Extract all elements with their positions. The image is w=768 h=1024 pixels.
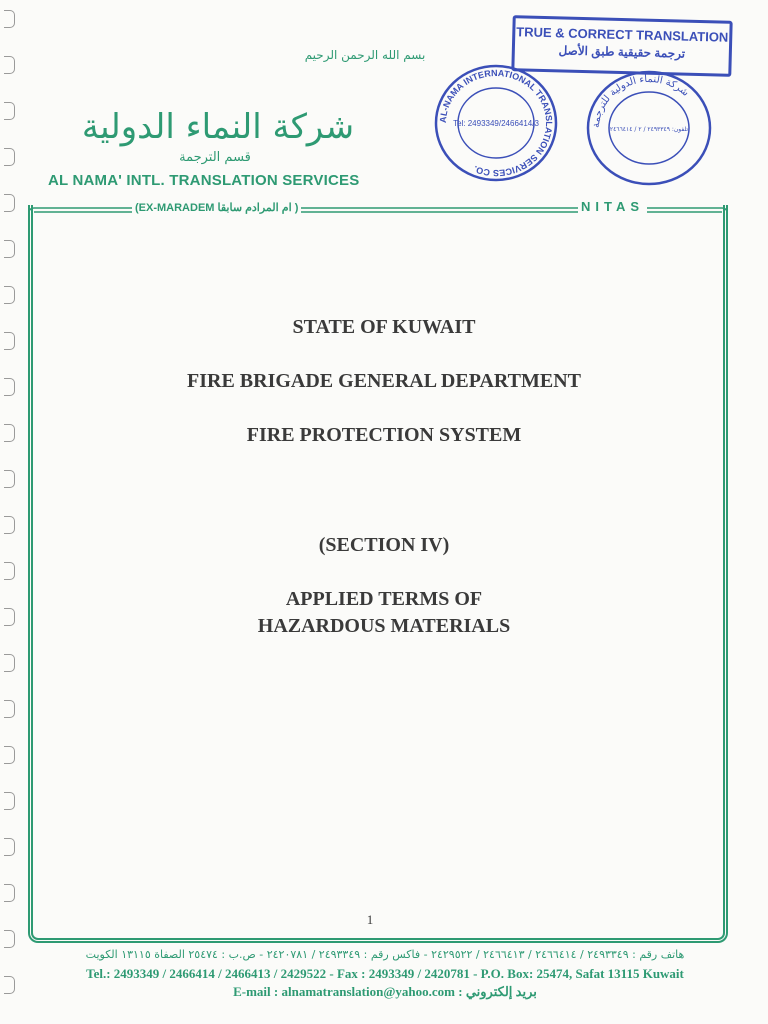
nitas-brand: NITAS bbox=[578, 199, 647, 214]
binding-ring bbox=[4, 654, 15, 672]
spiral-binding bbox=[4, 0, 18, 1024]
seal-center-text: Tel: 2493349/2466414/3 bbox=[453, 119, 539, 128]
binding-ring bbox=[4, 194, 15, 212]
heading-section: (SECTION IV) bbox=[318, 534, 450, 556]
binding-ring bbox=[4, 10, 15, 28]
binding-ring bbox=[4, 470, 15, 488]
footer-contact-english: Tel.: 2493349 / 2466414 / 2466413 / 2429522 - Fax : 2493349 / 2420781 - P.O. Box: 25474, Safat 13115 Kuwait bbox=[86, 966, 684, 981]
binding-ring bbox=[4, 792, 15, 810]
heading-hazardous: HAZARDOUS MATERIALS bbox=[257, 615, 511, 637]
heading-terms: APPLIED TERMS OF bbox=[285, 588, 483, 610]
ex-maradem-label: (EX-MARADEM ام المرادم سابقا ) bbox=[132, 201, 301, 214]
department-arabic: قسم الترجمة bbox=[179, 150, 251, 165]
binding-ring bbox=[4, 976, 15, 994]
binding-ring bbox=[4, 286, 15, 304]
bismillah-text: بسم الله الرحمن الرحيم bbox=[304, 48, 426, 62]
heading-department: FIRE BRIGADE GENERAL DEPARTMENT bbox=[187, 370, 581, 392]
heading-system: FIRE PROTECTION SYSTEM bbox=[246, 424, 522, 446]
seal-center-text-arabic: تلفون: ٢٤٩٣٣٤٩ / ٢ / ٢٤٦٦٤١٤ bbox=[609, 126, 689, 133]
binding-ring bbox=[4, 930, 15, 948]
binding-ring bbox=[4, 838, 15, 856]
seal-ring-text: AL-NAMA INTERNATIONAL TRANSLATION SERVICES CO. bbox=[437, 67, 555, 179]
stamp-text-english: TRUE & CORRECT TRANSLATION bbox=[516, 24, 729, 45]
company-name-arabic: شركة النماء الدولية bbox=[81, 107, 355, 147]
binding-ring bbox=[4, 240, 15, 258]
company-seal-arabic bbox=[584, 68, 714, 188]
company-seal-english bbox=[432, 62, 560, 184]
binding-ring bbox=[4, 562, 15, 580]
binding-ring bbox=[4, 746, 15, 764]
stamp-text-arabic: ترجمة حقيقية طبق الأصل bbox=[558, 43, 686, 61]
binding-ring bbox=[4, 884, 15, 902]
binding-ring bbox=[4, 700, 15, 718]
page-number: 1 bbox=[366, 912, 374, 927]
binding-ring bbox=[4, 102, 15, 120]
binding-ring bbox=[4, 56, 15, 74]
company-logo-arabic bbox=[48, 96, 388, 156]
footer-contact-arabic: هاتف رقم : ٢٤٩٣٣٤٩ / ٢٤٦٦٤١٤ / ٢٤٦٦٤١٣ / ٢٤٢٩٥٢٢ - فاكس رقم : ٢٤٩٣٣٤٩ / ٢٤٢٠٧٨١ - ص.ب : ٢٥٤٧٤ الصفاة ١٣١١٥ الكويت bbox=[85, 948, 685, 961]
company-name-english: AL NAMA' INTL. TRANSLATION SERVICES bbox=[48, 172, 360, 189]
footer-email: E-mail : alnamatranslation@yahoo.com : بريد إلكتروني bbox=[233, 984, 537, 999]
binding-ring bbox=[4, 148, 15, 166]
binding-ring bbox=[4, 516, 15, 534]
seal-ring-text-arabic: شركة النماء الدولية للترجمة bbox=[590, 73, 691, 129]
heading-state: STATE OF KUWAIT bbox=[292, 316, 476, 338]
